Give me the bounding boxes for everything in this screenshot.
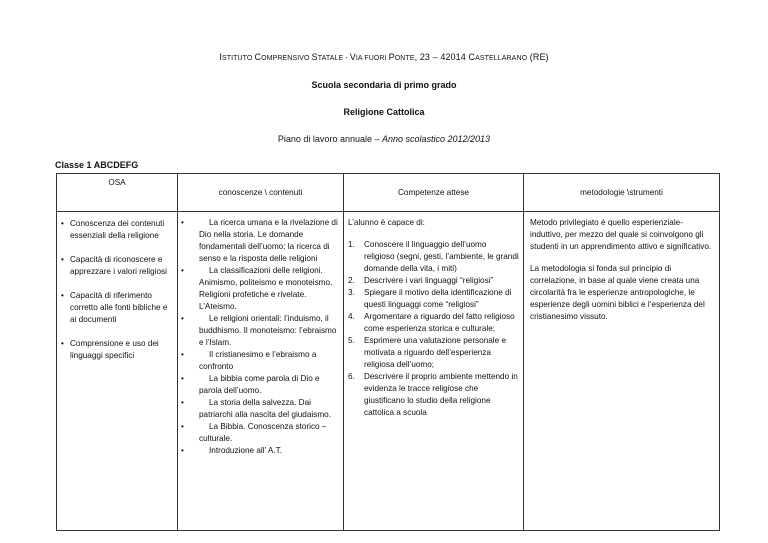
bullet-glyph: • (61, 219, 64, 228)
conoscenze-item-text: Le religioni orientali: l’induismo, il buddhismo. Il monoteismo: l’ebraismo e l’Islam. (199, 314, 337, 347)
item-number: 6. (348, 372, 355, 381)
curriculum-table (56, 173, 720, 531)
bullet-glyph: • (181, 314, 184, 323)
school-header-segment: I (219, 52, 222, 62)
bullet-glyph: • (61, 255, 64, 264)
list-item (181, 349, 339, 373)
item-number: 5. (348, 336, 355, 345)
bullet-glyph: • (181, 446, 184, 455)
item-number: 3. (348, 288, 355, 297)
competenze-item-text: Spiegare il motivo della identificazione di questi linguaggi come “religiosi” (364, 288, 512, 309)
bullet-glyph: • (181, 218, 184, 227)
conoscenze-item-text: La ricerca umana e la rivelazione di Dio nella storia. Le domande fondamentali dell’uomo; la ricerca di senso e la risposta delle religioni (199, 218, 338, 263)
list-item (181, 313, 339, 349)
table-header-row (57, 174, 720, 212)
competenze-item-text: Descrivere il proprio ambiente mettendo in evidenza le tracce religiose che giustificano lo studio della religione cattolica a scuola (364, 372, 518, 417)
osa-item-text: Conoscenza dei contenuti essenziali della religione (70, 219, 165, 240)
conoscenze-item-text: La classificazioni delle religioni. Animismo, politeismo e monoteismo. Religioni profetiche e rivelate. L’Ateismo. (199, 266, 333, 311)
school-header-segment: P (388, 52, 395, 62)
school-header-segment: ONTE (394, 55, 415, 62)
list-item (181, 445, 339, 457)
school-header-segment: TATALE - (317, 55, 350, 62)
list-item (181, 265, 339, 313)
osa-item-text: Capacità di riferimento corretto alle fonti bibliche e ai documenti (70, 291, 168, 324)
competenze-cell (344, 212, 524, 531)
list-item (61, 254, 173, 278)
school-header-segment: OMPRENSIVO (261, 55, 312, 62)
osa-item-text: Capacità di riconoscere e apprezzare i valori religiosi (70, 255, 167, 276)
subject-title: Religione Cattolica (343, 107, 425, 117)
competenze-item-text: Conoscere il linguaggio dell’uomo religioso (segni, gesti, l’ambiente, le grandi domande della vita, i miti) (364, 240, 519, 273)
plan-year: Anno scolastico 2012/2013 (381, 134, 491, 144)
competenze-list (344, 239, 523, 419)
header-conoscenze: conoscenze \ contenuti (178, 174, 344, 212)
list-item (181, 217, 339, 265)
list-item (348, 239, 519, 275)
list-item (348, 287, 519, 311)
bullet-glyph: • (181, 374, 184, 383)
list-item (61, 218, 173, 242)
school-header-segment: STITUTO (221, 55, 255, 62)
bullet-glyph: • (181, 266, 184, 275)
header-competenze: Competenze attese (344, 174, 524, 212)
conoscenze-item-text: La Bibbia. Conoscenza storico – culturale. (199, 422, 327, 443)
list-item (348, 275, 519, 287)
osa-item-text: Comprensione e uso dei linguaggi specifici (70, 339, 159, 360)
school-level-title: Scuola secondaria di primo grado (311, 80, 457, 90)
school-header-segment: C (254, 52, 262, 62)
metodologie-cell (524, 212, 720, 531)
bullet-glyph: • (61, 339, 64, 348)
school-header-segment: C (468, 52, 476, 62)
school-header-segment: S (311, 52, 318, 62)
list-item (181, 397, 339, 421)
competenze-item-text: Descrivere i vari linguaggi “religiosi” (364, 276, 494, 285)
school-header-segment: , 23 – 42014 (414, 52, 469, 62)
list-item (181, 421, 339, 445)
item-number: 1. (348, 240, 355, 249)
osa-cell (57, 212, 178, 531)
item-number: 4. (348, 312, 355, 321)
school-header-segment: ASTELLARANO (475, 55, 528, 62)
conoscenze-cell (178, 212, 344, 531)
conoscenze-item-text: Il cristianesimo e l’ebraismo a confronto (199, 350, 317, 371)
school-header-segment: V (349, 52, 356, 62)
conoscenze-item-text: La bibbia come parola di Dio e parola dell’uomo. (199, 374, 320, 395)
list-item (61, 338, 173, 362)
class-label: Classe 1 ABCDEFG (55, 160, 139, 170)
header-osa: OSA (57, 174, 178, 212)
plan-prefix: Piano di lavoro annuale – (277, 134, 382, 144)
competenze-item-text: Argomentare a riguardo del fatto religioso come esperienza storica e culturale; (364, 312, 515, 333)
conoscenze-item-text: Introduzione all’ A.T. (209, 446, 282, 455)
competenze-item-text: Esprimere una valutazione personale e motivata a riguardo dell’esperienza religiosa dell’uomo; (364, 336, 507, 369)
list-item (61, 290, 173, 326)
school-header-segment: IA FUORI (355, 55, 389, 62)
item-number: 2. (348, 276, 355, 285)
list-item (348, 371, 519, 419)
bullet-glyph: • (61, 291, 64, 300)
bullet-glyph: • (181, 398, 184, 407)
bullet-glyph: • (181, 350, 184, 359)
school-header-segment: (RE) (527, 52, 549, 62)
osa-list (57, 218, 177, 362)
plan-line (0, 134, 768, 144)
header-metodologie: metodologie \strumenti (524, 174, 720, 212)
conoscenze-item-text: La storia della salvezza. Dai patriarchi alla nascita del giudaismo. (199, 398, 331, 419)
conoscenze-list (178, 217, 343, 457)
metodologie-paragraph: Metodo privilegiato è quello esperienziale-induttivo, per mezzo del quale si coinvolgono gli studenti in un apprendimento attivo e significativo. (530, 218, 712, 251)
school-header (0, 52, 768, 62)
list-item (348, 335, 519, 371)
table-body-row (57, 212, 720, 531)
metodologie-paragraph: La metodologia si fonda sul principio di correlazione, in base al quale viene creata una circolarità fra le esperienze antropologiche, le esperienze degli uomini biblici e l’esperienza del cristianesimo vissuto. (530, 264, 705, 321)
bullet-glyph: • (181, 422, 184, 431)
competenze-intro: L’alunno è capace di: (348, 218, 425, 227)
list-item (181, 373, 339, 397)
list-item (348, 311, 519, 335)
